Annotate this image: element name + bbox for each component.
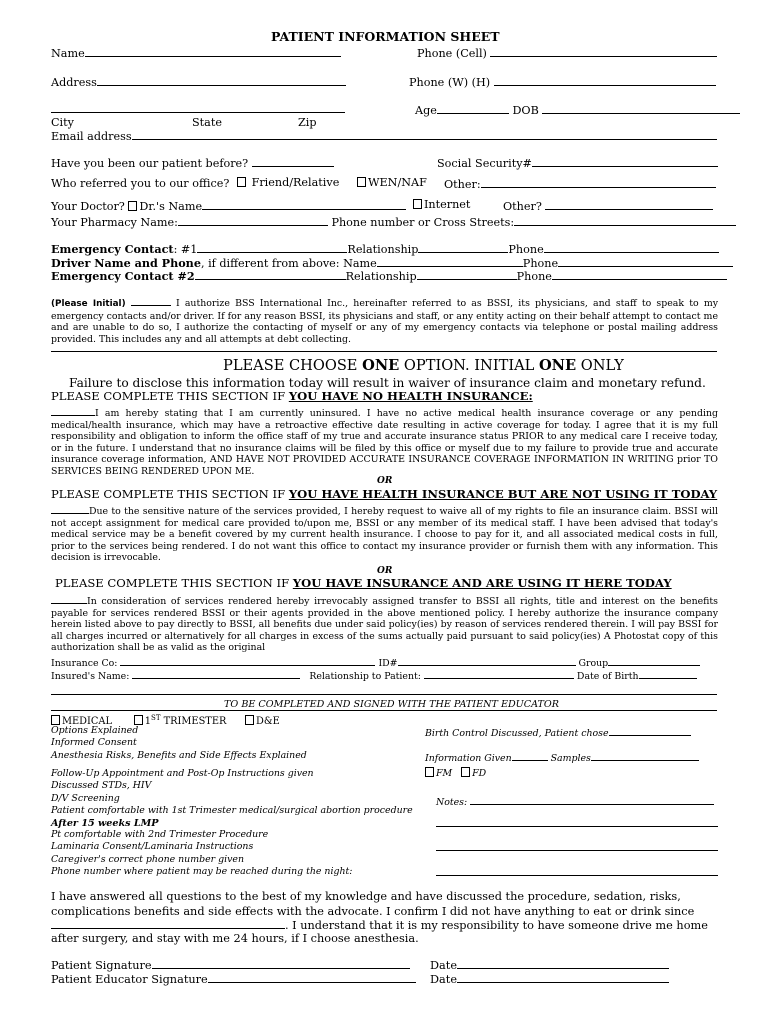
educator-checklist-2 [51,768,413,818]
insurance-co-field[interactable] [120,655,375,666]
checklist-item: Options Explained [51,725,139,736]
wen-checkbox[interactable] [357,177,366,187]
educator-signature-label: Patient Educator Signature [51,972,416,986]
page-title: PATIENT INFORMATION SHEET [271,29,500,44]
phone-wh-field[interactable] [494,75,716,86]
other-field[interactable] [481,177,716,188]
section3-initial-field[interactable] [51,593,87,604]
final-statement-line1: I have answered all questions to the best of my knowledge and have discussed the procedure, sedation, risks, [51,890,681,903]
insurance-id-field[interactable] [398,655,576,666]
insured-name-field[interactable] [132,668,300,679]
internet-option[interactable]: Internet [413,198,470,211]
friend-checkbox[interactable] [237,177,246,187]
phone-cell-field[interactable] [490,46,717,57]
or-separator: OR [377,566,393,576]
checklist-item: Caregiver's correct phone number given [51,853,244,865]
notes-line[interactable] [436,826,718,827]
checklist-item: Phone number where patient may be reached during the night: [51,866,353,878]
final-statement-line4: after surgery, and stay with me 24 hours, if I choose anesthesia. [51,932,419,945]
doctor-label: Your Doctor? Dr.'s Name [51,199,406,213]
ec2-name-field[interactable] [195,269,346,280]
section1-heading: PLEASE COMPLETE THIS SECTION IF YOU HAVE NO HEALTH INSURANCE: [51,389,533,403]
ec1-relationship-field[interactable] [418,242,508,253]
pharmacy-field[interactable] [178,215,328,226]
birth-control-label: Birth Control Discussed, Patient chose [425,725,691,740]
email-field[interactable] [132,129,717,140]
divider [51,710,717,711]
educator-checklist-1 [51,725,307,762]
pharmacy-phone-field[interactable] [514,215,736,226]
age-field[interactable] [437,103,509,114]
authorize-initial-field[interactable] [131,295,171,306]
dob-field[interactable] [542,103,740,114]
educator-date-label: Date [430,972,669,986]
samples-field[interactable] [591,750,699,761]
insured-relationship-field[interactable] [424,668,574,679]
emergency-contact-1: Emergency Contact: #1 Relationship Phone [51,242,719,256]
notes-line[interactable] [436,850,718,851]
section3-heading: PLEASE COMPLETE THIS SECTION IF YOU HAVE INSURANCE AND ARE USING IT HERE TODAY [55,576,672,590]
divider [51,351,717,352]
section2-paragraph: Due to the sensitive nature of the services provided, I hereby request to waive all of my rights to file an insurance claim. BSSI will not accept assignment for medical care provided to/upon me, BSSI or any member of its medical staff. I have been advised that today's medical service may be a benefit covered by my current health insurance. I choose to pay for it, and all associated medical costs in full, prior to the services being rendered. I do not want this office to contact my insurance provider or furnish them with any information. This decision is irrevocable. [51,503,718,564]
city-label: City [51,116,74,129]
dob-label: DOB [512,104,539,117]
dr-name-field[interactable] [202,199,406,210]
name-field[interactable] [85,46,341,57]
patient-before-field[interactable] [252,156,334,167]
ec1-phone-field[interactable] [544,242,719,253]
city-state-zip-field[interactable] [51,112,345,113]
patient-signature-field[interactable] [152,958,410,969]
patient-date-field[interactable] [457,958,669,969]
checklist-item: Discussed STDs, HIV [51,780,152,792]
checklist-item: Follow-Up Appointment and Post-Op Instructions given [51,768,314,779]
checklist-item: D/V Screening [51,792,120,804]
educator-checklist-3 [51,829,352,879]
wen-option[interactable]: WEN/NAF [357,176,427,189]
other-label: Other: [444,177,716,191]
section1-initial-field[interactable] [51,405,95,416]
patient-signature-label: Patient Signature [51,958,410,972]
driver-contact: Driver Name and Phone, if different from above: Name Phone [51,256,733,270]
address-field[interactable] [97,75,346,86]
referral-question: Who referred you to our office? [51,177,230,190]
medical-checkbox[interactable] [51,715,60,725]
ssn-label: Social Security# [437,156,718,170]
internet-checkbox[interactable] [413,199,422,209]
after-15-weeks: After 15 weeks LMP [51,818,159,829]
info-given-field[interactable] [512,750,548,761]
section3-paragraph: In consideration of services rendered hereby irrevocably assigned transfer to BSSI all rights, title and interest on the benefits payable for services rendered BSSI or their agents provided in the above mentioned policy. I hereby authorize the insurance company herein listed above to pay directly to BSSI, all benefits due under said policy(ies) by reason of services rendered therein. I will pay BSSI for all charges incurred or alternatively for all charges in excess of the sums actually paid pursuant to said policy(ies) A Photostat copy of this authorization shall be as valid as the original [51,593,718,654]
checklist-item: Pt comfortable with 2nd Trimester Procedure [51,829,269,840]
de-checkbox[interactable] [245,715,254,725]
final-statement-line2: complications benefits and side effects with the advocate. I confirm I did not have anything to eat or drink since [51,905,695,918]
failure-notice: Failure to disclose this information today will result in waiver of insurance claim and monetary refund. [69,376,706,390]
first-trimester-checkbox[interactable] [134,715,143,725]
notes-label: Notes: [436,794,714,809]
ec1-name-field[interactable] [197,242,347,253]
procedure-options: MEDICAL 1ST TRIMESTER D&E [51,712,280,728]
driver-phone-field[interactable] [558,256,733,267]
educator-date-field[interactable] [457,972,669,983]
insured-dob-field[interactable] [639,668,697,679]
info-given-label: Information Given Samples [425,750,699,765]
section2-initial-field[interactable] [51,503,89,514]
patient-date-label: Date [430,958,669,972]
fm-checkbox[interactable] [425,767,434,777]
notes-field[interactable] [470,794,714,805]
birth-control-field[interactable] [609,725,691,736]
phone-cell-label: Phone (Cell) [417,46,717,60]
fd-checkbox[interactable] [461,767,470,777]
authorize-paragraph: (Please Initial) I authorize BSS International Inc., hereinafter referred to as BSSI, its physicians, and staff to speak to my emergency contacts and/or driver. If for any reason BSSI, its physicians and staff, or any entity acting on their behalf attempt to contact me and are unable to do so, I authorize the contacting of myself or any of my emergency contacts via telephone or postal mailing address provided. This includes any and all attempts at debt collecting. [51,295,718,345]
checklist-item: Patient comfortable with 1st Trimester medical/surgical abortion procedure [51,805,413,817]
or-separator: OR [377,476,393,486]
other2-label: Other? [503,199,713,213]
section1-paragraph: I am hereby stating that I am currently uninsured. I have no active medical health insurance coverage or any pending medical/health insurance, which may have a retroactive effective date resulting in active coverage for today. I agree that it is my full responsibility and obligation to inform the office staff of my true and accurate insurance status PRIOR to any medical care I receive today, or in the future. I understand that no insurance claims will be filed by this office or myself due to my failure to provide true and accurate insurance coverage information, AND HAVE NOT PROVIDED ACCURATE INSURANCE COVERAGE INFORMATION IN WRITING prior TO SERVICES BEING RENDERED UPON ME. [51,405,718,478]
ec2-phone-field[interactable] [552,269,727,280]
state-label: State [192,116,222,129]
checklist-item: Anesthesia Risks, Benefits and Side Effects Explained [51,749,307,761]
insured-row: Insured's Name: Relationship to Patient: Date of Birth [51,668,718,683]
checklist-item: Laminaria Consent/Laminaria Instructions [51,841,254,853]
last-meal-field[interactable] [51,918,285,929]
choose-heading: PLEASE CHOOSE ONE OPTION. INITIAL ONE ONLY [223,357,624,374]
fm-fd-options: FM FD [425,767,486,780]
pharmacy-label: Your Pharmacy Name: Phone number or Cross Streets: [51,215,736,229]
checklist-item: Informed Consent [51,737,137,749]
age-label: Age DOB [415,103,740,117]
doctor-checkbox[interactable] [128,201,137,211]
ec2-relationship-field[interactable] [417,269,517,280]
final-statement-line3: . I understand that it is my responsibility to have someone drive me home [51,918,708,932]
insurance-co-row: Insurance Co: ID# Group [51,655,718,670]
other2-field[interactable] [545,199,713,210]
educator-heading: TO BE COMPLETED AND SIGNED WITH THE PATIENT EDUCATOR [224,699,559,710]
email-label: Email address [51,129,717,143]
phone-wh-label: Phone (W) (H) [409,75,716,89]
driver-name-field[interactable] [377,256,523,267]
educator-signature-field[interactable] [208,972,416,983]
notes-line[interactable] [436,875,718,876]
zip-label: Zip [298,116,317,129]
divider [51,694,717,695]
patient-before-label: Have you been our patient before? [51,156,334,170]
section2-heading: PLEASE COMPLETE THIS SECTION IF YOU HAVE HEALTH INSURANCE BUT ARE NOT USING IT TODAY [51,487,718,501]
friend-option[interactable]: Friend/Relative [237,176,339,189]
emergency-contact-2: Emergency Contact #2 Relationship Phone [51,269,727,283]
ssn-field[interactable] [532,156,718,167]
address-label: Address [51,75,346,89]
insurance-group-field[interactable] [608,655,700,666]
name-label: Name [51,46,341,60]
